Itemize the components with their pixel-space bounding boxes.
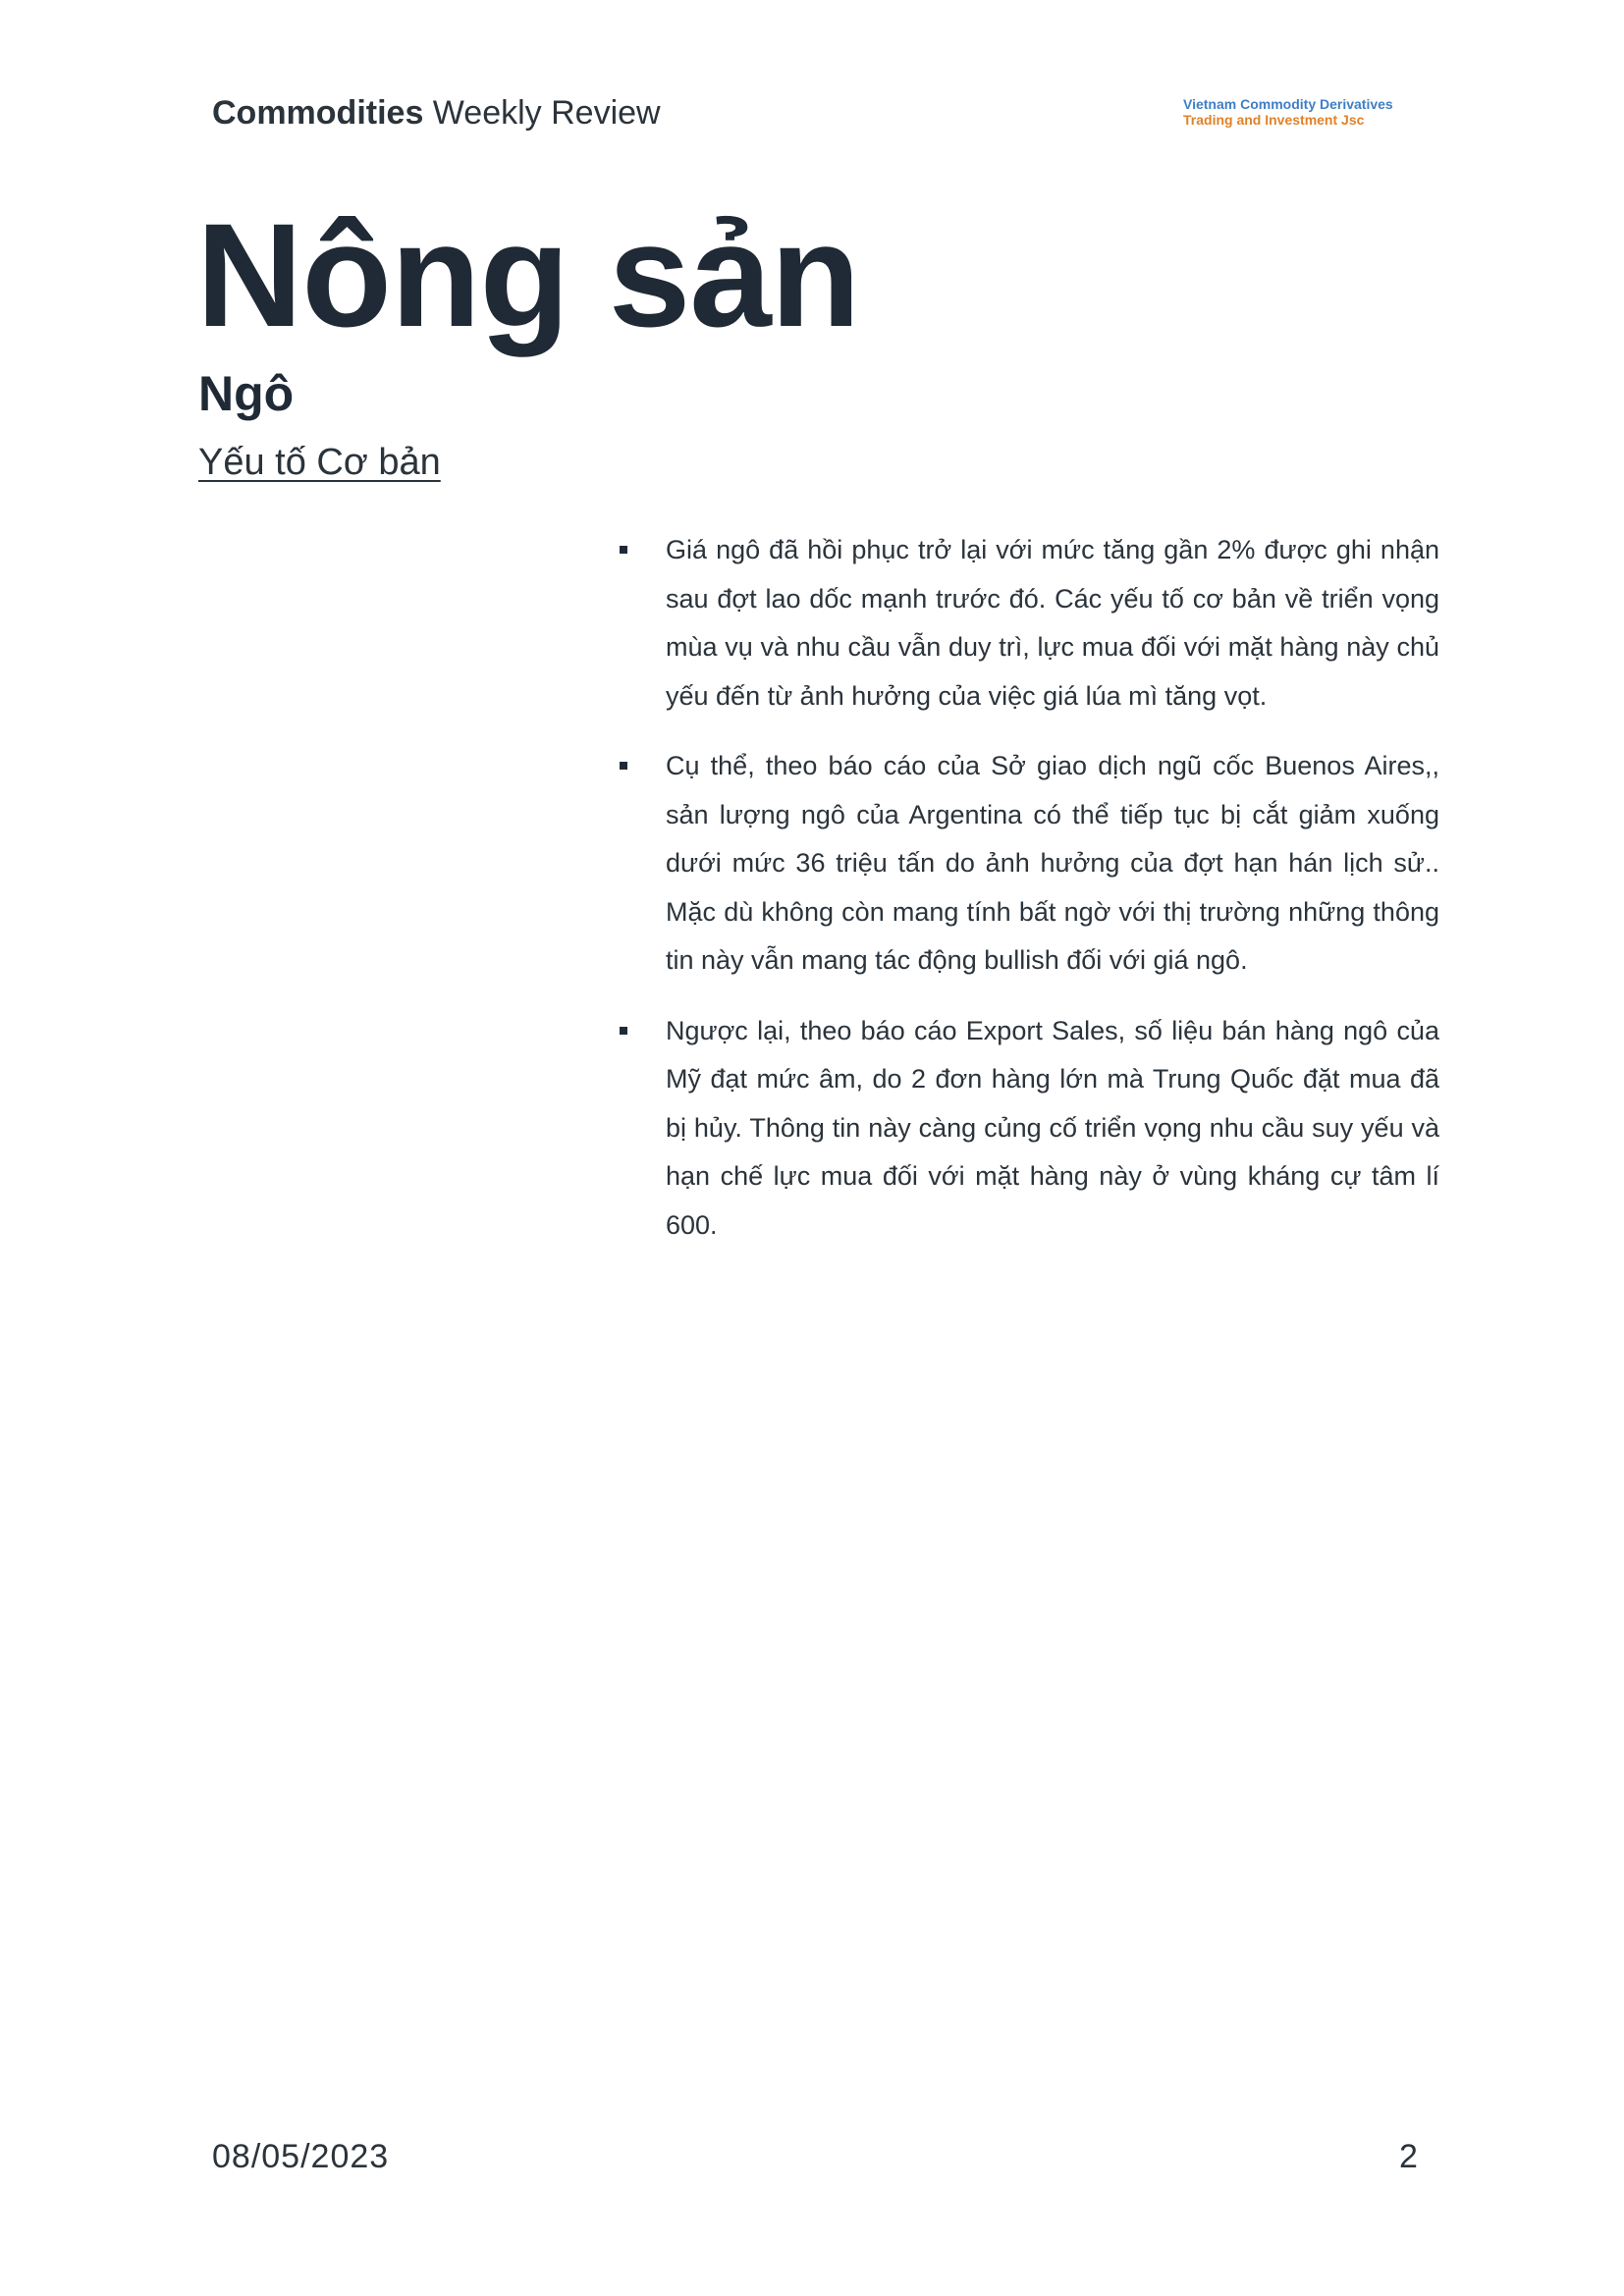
header-title-light: Weekly Review bbox=[423, 94, 661, 132]
bullet-item bbox=[611, 526, 1439, 721]
bullet-text: Cụ thể, theo báo cáo của Sở giao dịch ngũ cốc Buenos Aires,, sản lượng ngô của Argentina có thể tiếp tục bị cắt giảm xuống dưới mức 36 triệu tấn do ảnh hưởng của đợt hạn hán lịch sử.. Mặc dù không còn mang tính bất ngờ với thị trường những thông tin này vẫn mang tác động bullish đối với giá ngô. bbox=[666, 751, 1439, 975]
header-title-bold: Commodities bbox=[212, 94, 424, 132]
page-title: Nông sản bbox=[196, 192, 860, 357]
logo-line-1: Vietnam Commodity Derivatives bbox=[1183, 96, 1393, 112]
bullet-item bbox=[611, 1007, 1439, 1251]
commodity-subtitle: Ngô bbox=[198, 366, 295, 421]
bullet-item bbox=[611, 742, 1439, 986]
page-number: 2 bbox=[1399, 2138, 1418, 2175]
square-bullet-icon bbox=[620, 546, 627, 554]
report-header-title bbox=[212, 94, 661, 133]
company-logo bbox=[1183, 96, 1448, 128]
bullet-text: Ngược lại, theo báo cáo Export Sales, số liệu bán hàng ngô của Mỹ đạt mức âm, do 2 đơn hàng lớn mà Trung Quốc đặt mua đã bị hủy. Thông tin này càng củng cố triển vọng nhu cầu suy yếu và hạn chế lực mua đối với mặt hàng này ở vùng kháng cự tâm lí 600. bbox=[666, 1015, 1439, 1240]
bullet-text: Giá ngô đã hồi phục trở lại với mức tăng gần 2% được ghi nhận sau đợt lao dốc mạnh trước đó. Các yếu tố cơ bản về triển vọng mùa vụ và nhu cầu vẫn duy trì, lực mua đối với mặt hàng này chủ yếu đến từ ảnh hưởng của việc giá lúa mì tăng vọt. bbox=[666, 535, 1439, 711]
section-heading: Yếu tố Cơ bản bbox=[198, 442, 441, 483]
footer-date: 08/05/2023 bbox=[212, 2138, 390, 2175]
logo-line-2: Trading and Investment Jsc bbox=[1183, 112, 1365, 128]
square-bullet-icon bbox=[620, 1027, 627, 1035]
square-bullet-icon bbox=[620, 762, 627, 770]
bullet-list bbox=[611, 526, 1439, 1271]
